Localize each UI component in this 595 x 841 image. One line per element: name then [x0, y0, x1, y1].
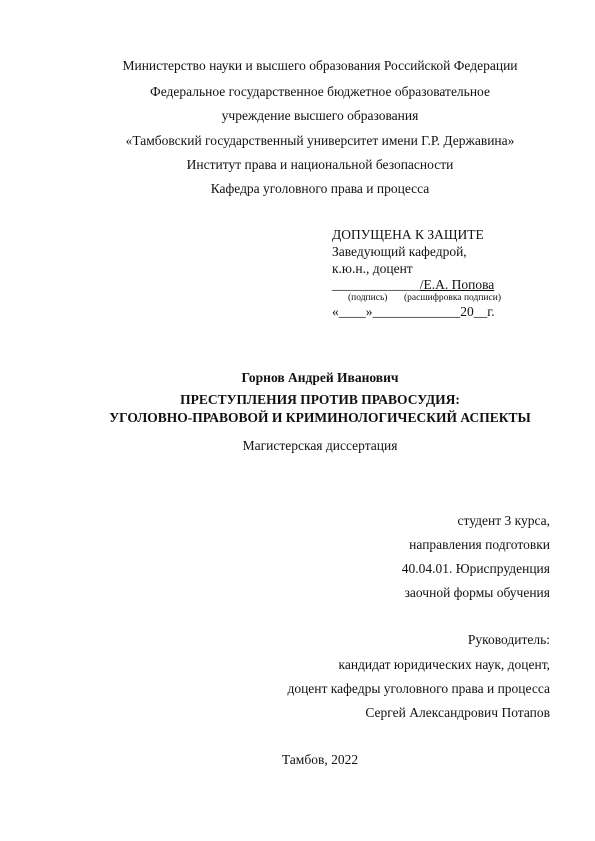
approval-date-line: «____»_____________20__г. — [332, 304, 495, 319]
student-direction-code: 40.04.01. Юриспруденция — [401, 561, 550, 576]
approval-signature-line — [332, 277, 494, 293]
approval-degree: к.ю.н., доцент — [332, 261, 413, 276]
supervisor-position: доцент кафедры уголовного права и процесса — [287, 681, 550, 696]
university-name: «Тамбовский государственный университет имени Г.Р. Державина» — [125, 133, 515, 148]
department-name: Кафедра уголовного права и процесса — [210, 181, 430, 196]
institute-name: Институт права и национальной безопасности — [186, 157, 454, 172]
signature-blank: _____________ — [332, 277, 420, 292]
student-year: студент 3 курса, — [457, 513, 550, 528]
thesis-type: Магистерская диссертация — [242, 438, 398, 453]
student-study-form: заочной формы обучения — [404, 585, 550, 600]
decode-caption: (расшифровка подписи) — [404, 293, 501, 303]
ministry-line: Министерство науки и высшего образования Российской Федерации — [122, 58, 518, 73]
city-year: Тамбов, 2022 — [281, 752, 359, 767]
author-name: Горнов Андрей Иванович — [241, 370, 399, 385]
approval-title: ДОПУЩЕНА К ЗАЩИТЕ — [332, 227, 484, 242]
student-direction-label: направления подготовки — [409, 537, 550, 552]
supervisor-name: Сергей Александрович Потапов — [365, 705, 550, 720]
institution-level-line: учреждение высшего образования — [221, 108, 419, 123]
approval-position: Заведующий кафедрой, — [332, 244, 467, 259]
institution-type-line: Федеральное государственное бюджетное образовательное — [150, 84, 490, 99]
supervisor-label: Руководитель: — [467, 632, 550, 647]
signature-caption: (подпись) — [348, 293, 388, 303]
thesis-title-line1: ПРЕСТУПЛЕНИЯ ПРОТИВ ПРАВОСУДИЯ: — [180, 392, 460, 407]
supervisor-degree: кандидат юридических наук, доцент, — [338, 657, 550, 672]
signature-name: /Е.А. Попова — [419, 277, 495, 292]
thesis-title-line2: УГОЛОВНО-ПРАВОВОЙ И КРИМИНОЛОГИЧЕСКИЙ АСПЕКТЫ — [109, 410, 531, 425]
